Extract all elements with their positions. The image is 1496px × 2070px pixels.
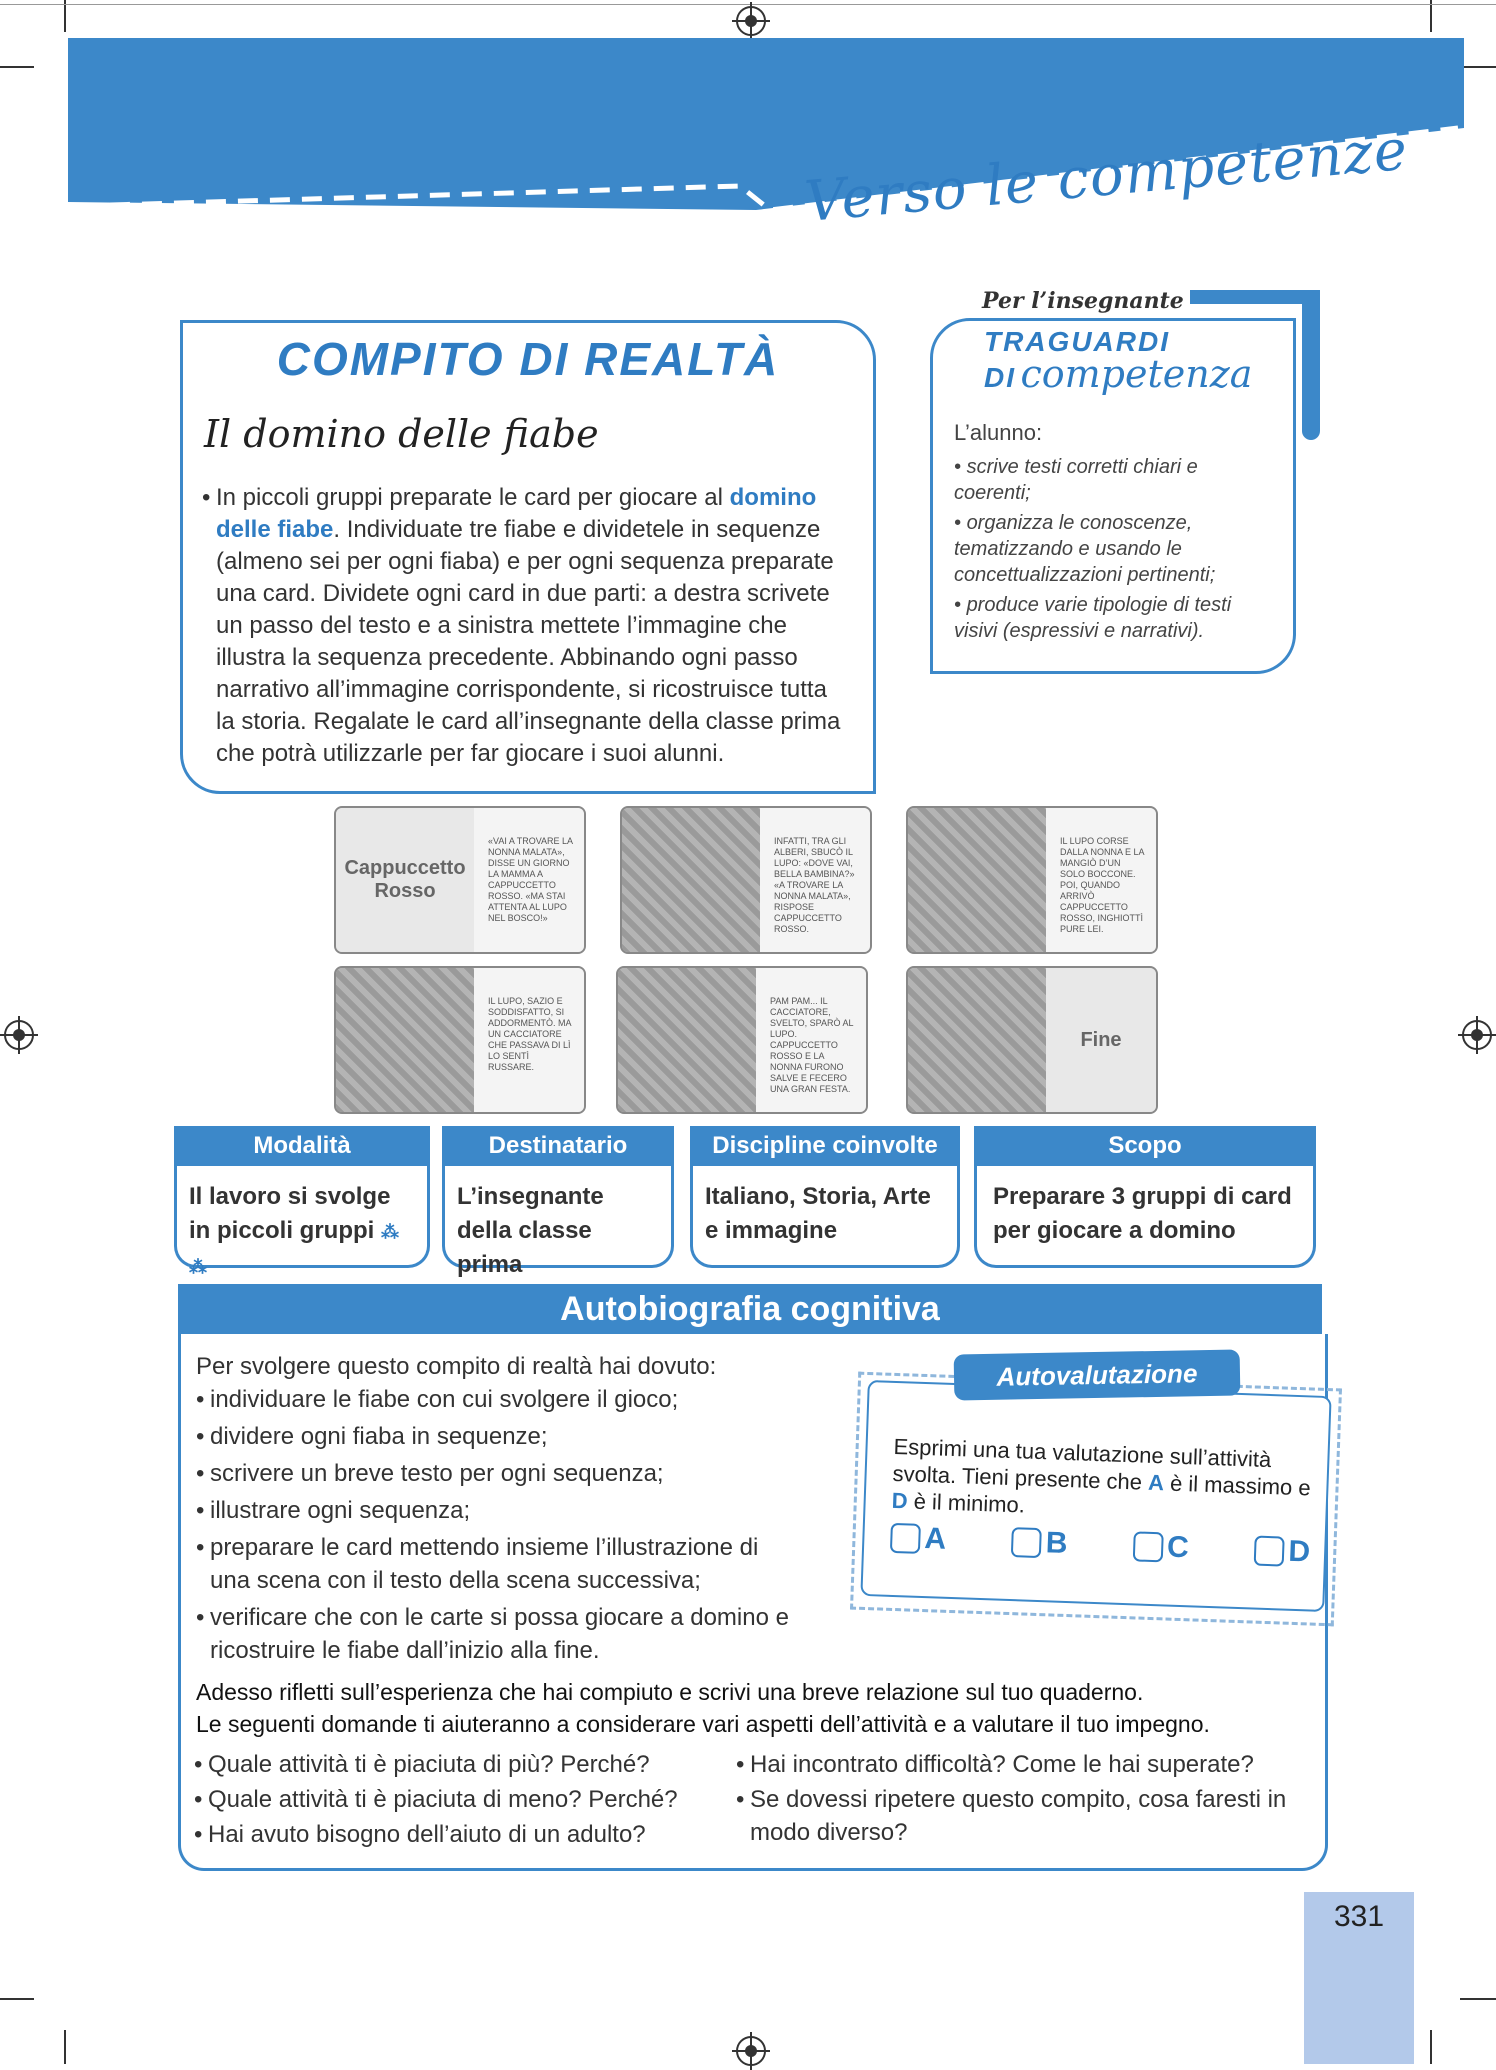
discipline-body: Italiano, Storia, Arte e immagine (690, 1166, 960, 1268)
autovalutazione-text: Esprimi una tua valutazione sull’attività svolta. Tieni presente che A è il massimo e D è il minimo. (891, 1433, 1312, 1518)
autobiografia-title: Autobiografia cognitiva (178, 1284, 1322, 1334)
traguardi-bar (1302, 290, 1320, 440)
list-item: • Se dovessi ripetere questo compito, cosa faresti in modo diverso? (736, 1786, 1287, 1846)
compito-text-pre: In piccoli gruppi preparate le card per giocare al (216, 484, 730, 511)
registration-mark-icon (736, 2036, 766, 2066)
domino-card (616, 966, 868, 1114)
traguardi-label: Per l’insegnante (982, 288, 1190, 314)
list-item: • Hai avuto bisogno dell’aiuto di un adulto? (194, 1821, 646, 1848)
autovalutazione-card (860, 1380, 1331, 1612)
card-illustration (908, 808, 1046, 952)
card-cover: Cappuccetto Rosso (336, 808, 474, 952)
domino-card (906, 966, 1158, 1114)
grade-option-b[interactable]: B (1011, 1525, 1068, 1561)
list-item: • dividere ogni fiaba in sequenze; (196, 1423, 548, 1450)
grade-options (890, 1521, 1311, 1570)
compito-subtitle: Il domino delle fiabe (204, 412, 599, 456)
traguardi-intro: L’alunno: (954, 420, 1043, 445)
modalita-head: Modalità (174, 1126, 430, 1166)
reflect-line-2: Le seguenti domande ti aiuteranno a considerare vari aspetti dell’attività e a valutare il tuo impegno. (196, 1711, 1210, 1737)
banner-title: Verso le competenze (802, 117, 1411, 235)
list-item: • produce varie tipologie di testi visivi (espressivi e narrativi). (954, 594, 1232, 642)
traguardi-title2a: DI (984, 362, 1016, 393)
list-item: • scrive testi corretti chiari e coerenti; (954, 456, 1198, 504)
autobiografia-intro: Per svolgere questo compito di realtà hai dovuto: (196, 1353, 717, 1380)
card-cover: Fine (1046, 968, 1156, 1112)
header-banner (0, 0, 1496, 240)
questions-left (194, 1748, 734, 1851)
scopo-body: Preparare 3 gruppi di card per giocare a domino (974, 1166, 1316, 1268)
card-text: «VAI A TROVARE LA NONNA MALATA», DISSE UN GIORNO LA MAMMA A CAPPUCCETTO ROSSO. «MA STAI ATTENTA AL LUPO NEL BOSCO!» (474, 808, 584, 952)
list-item: • individuare le fiabe con cui svolgere il gioco; (196, 1386, 679, 1413)
traguardi-list (954, 454, 1270, 644)
scopo-head: Scopo (974, 1126, 1316, 1166)
list-item: • organizza le conoscenze, tematizzando e usando le concettualizzazioni pertinenti; (954, 512, 1216, 586)
card-illustration (336, 968, 474, 1112)
card-text: IL LUPO CORSE DALLA NONNA E LA MANGIÒ D’UN SOLO BOCCONE. POI, QUANDO ARRIVÒ CAPPUCCETTO ROSSO, INGHIOTTÌ PURE LEI. (1046, 808, 1156, 952)
traguardi-title: TRAGUARDI (984, 326, 1170, 357)
grade-option-a[interactable]: A (890, 1521, 947, 1557)
group-dots-icon: ⁂ ⁂ (189, 1222, 400, 1277)
destinatario-head: Destinatario (442, 1126, 674, 1166)
compito-text-bold: domino delle fiabe (216, 484, 817, 543)
autovalutazione-title: Autovalutazione (954, 1350, 1241, 1401)
page-number-tab (1304, 1892, 1414, 2064)
card-text: INFATTI, TRA GLI ALBERI, SBUCÒ IL LUPO: «DOVE VAI, BELLA BAMBINA?» «A TROVARE LA NONNA MALATA», RISPOSE CAPPUCCETTO ROSSO. (760, 808, 870, 952)
crop-mark (0, 1998, 34, 2000)
grade-option-d[interactable]: D (1254, 1534, 1311, 1570)
domino-card (620, 806, 872, 954)
list-item: • verificare che con le carte si possa giocare a domino e ricostruire le fiabe dall’inizio alla fine. (196, 1604, 789, 1664)
list-item: • Quale attività ti è piaciuta di più? Perché? (194, 1751, 650, 1778)
domino-card (334, 966, 586, 1114)
domino-card (334, 806, 586, 954)
questions-right (736, 1748, 1306, 1849)
compito-title: COMPITO DI REALTÀ (276, 333, 780, 385)
grade-option-c[interactable]: C (1133, 1529, 1190, 1565)
modalita-body: Il lavoro si svolge in piccoli gruppi ⁂ ⁂ (174, 1166, 430, 1268)
registration-mark-icon (4, 1020, 34, 1050)
registration-mark-icon (1462, 1020, 1492, 1050)
autobiografia-list (196, 1350, 816, 1667)
traguardi-title2 (984, 352, 1252, 396)
page-number: 331 (1333, 1900, 1385, 1933)
discipline-head: Discipline coinvolte (690, 1126, 960, 1166)
traguardi-title2b: competenza (1020, 352, 1253, 396)
crop-mark (1460, 1998, 1496, 2000)
reflect-line-1: Adesso rifletti sull’esperienza che hai compiuto e scrivi una breve relazione sul tuo quaderno. (196, 1679, 1144, 1705)
domino-card (906, 806, 1158, 954)
compito-text: • In piccoli gruppi preparate le card per giocare al domino delle fiabe. Individuate tre fiabe e dividetele in sequenze (almeno sei per ogni fiaba) e per ogni sequenza preparate una card. Dividete ogni card in due parti: a destra scrivete un passo del testo e a sinistra mettete l’immagine che illustra la sequenza precedente. Abbinando ogni passo narrativo all’immagine corrispondente, si ricostruisce tutta la storia. Regalate le card all’insegnante della classe prima che potrà utilizzarle per far giocare i suoi alunni. (202, 484, 841, 767)
reflect-text (196, 1676, 1306, 1740)
card-text: IL LUPO, SAZIO E SODDISFATTO, SI ADDORMENTÒ. MA UN CACCIATORE CHE PASSAVA DI LÌ LO SENTÌ RUSSARE. (474, 968, 584, 1112)
card-illustration (622, 808, 760, 952)
list-item: • Hai incontrato difficoltà? Come le hai superate? (736, 1751, 1254, 1778)
list-item: • scrivere un breve testo per ogni sequenza; (196, 1460, 664, 1487)
list-item: • preparare le card mettendo insieme l’illustrazione di una scena con il testo della scena successiva; (196, 1534, 759, 1594)
traguardi-bar (1168, 290, 1320, 304)
crop-mark (1430, 2030, 1432, 2064)
list-item: • illustrare ogni sequenza; (196, 1497, 471, 1524)
card-illustration (618, 968, 756, 1112)
list-item: • Quale attività ti è piaciuta di meno? Perché? (194, 1786, 678, 1813)
destinatario-body: L’insegnante della classe prima (442, 1166, 674, 1268)
card-illustration (908, 968, 1046, 1112)
card-text: PAM PAM... IL CACCIATORE, SVELTO, SPARÒ AL LUPO. CAPPUCCETTO ROSSO E LA NONNA FURONO SALVE E FECERO UNA GRAN FESTA. (756, 968, 866, 1112)
crop-mark (64, 2030, 66, 2064)
compito-text-post: . Individuate tre fiabe e dividetele in sequenze (almeno sei per ogni fiaba) e per ogni sequenza preparate una card. Dividete ogni card in due parti: a destra scrivete un passo del testo e a sinistra mettete l’immagine che illustra la sequenza precedente. Abbinando ogni passo narrativo all’immagine corrispondente, si ricostruisce tutta la storia. Regalate le card all’insegnante della classe prima che potrà utilizzarle per far giocare i suoi alunni. (216, 516, 841, 767)
